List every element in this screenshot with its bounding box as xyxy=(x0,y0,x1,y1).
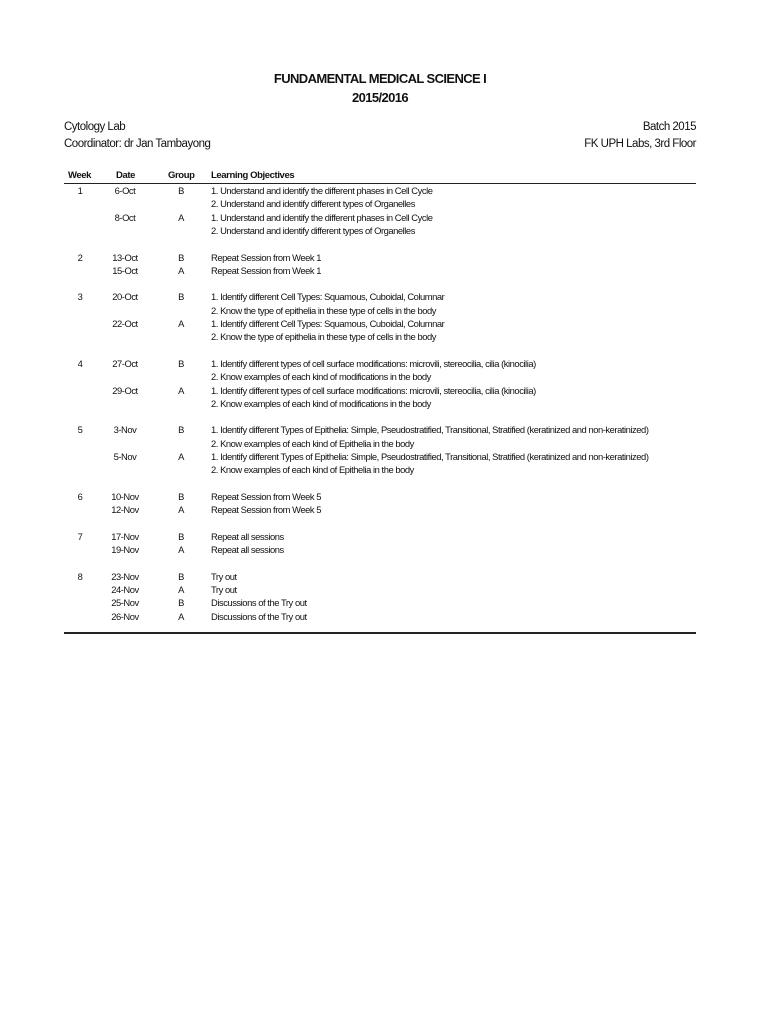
row-date: 3-Nov xyxy=(113,424,137,436)
row-group: A xyxy=(178,504,184,516)
row-week: 2 xyxy=(77,251,83,263)
row-group: A xyxy=(178,451,184,462)
row-date: 15-Oct xyxy=(112,264,138,276)
row-group: B xyxy=(178,291,184,303)
row-week: 4 xyxy=(77,357,83,369)
row-date: 5-Nov xyxy=(113,451,137,462)
row-date: 23-Nov xyxy=(111,570,139,582)
row-group: A xyxy=(178,584,184,595)
row-group: A xyxy=(178,544,184,556)
row-group: B xyxy=(178,570,184,582)
row-date: 27-Oct xyxy=(112,357,138,369)
row-objective: 1. Identify different Cell Types: Squamous, Cuboidal, Columnar xyxy=(211,291,445,303)
row-date: 12-Nov xyxy=(111,504,139,516)
row-objective: Try out xyxy=(211,570,237,582)
row-objective: 2. Know examples of each kind of Epithelia in the body xyxy=(211,464,414,476)
row-week: 5 xyxy=(77,424,83,436)
row-group: A xyxy=(178,264,184,276)
row-date: 6-Oct xyxy=(114,185,136,196)
row-objective: 2. Understand and identify different types of Organelles xyxy=(211,198,415,210)
row-objective: Repeat all sessions xyxy=(211,530,284,542)
row-group: B xyxy=(178,597,184,609)
row-date: 26-Nov xyxy=(111,610,139,622)
row-objective: 1. Identify different types of cell surface modifications: microvili, stereocilia, cilia (kinocilia) xyxy=(211,357,536,369)
row-date: 19-Nov xyxy=(111,544,139,556)
row-objective: 1. Identify different types of cell surface modifications: microvili, stereocilia, cilia (kinocilia) xyxy=(211,384,536,396)
row-objective: 2. Know examples of each kind of Epithelia in the body xyxy=(211,437,414,449)
row-objective: 1. Identify different Cell Types: Squamous, Cuboidal, Columnar xyxy=(211,318,445,329)
row-objective: 1. Identify different Types of Epithelia: Simple, Pseudostratified, Transitional, Stratified (keratinized and non-keratinized) xyxy=(211,451,649,462)
row-objective: 2. Know the type of epithelia in these type of cells in the body xyxy=(211,304,437,316)
row-date: 25-Nov xyxy=(111,597,139,609)
row-date: 22-Oct xyxy=(112,318,138,329)
row-objective: Repeat Session from Week 5 xyxy=(211,490,322,502)
document-year: 2015/2016 xyxy=(351,90,409,105)
row-objective: 2. Know the type of epithelia in these type of cells in the body xyxy=(211,331,437,343)
location: FK UPH Labs, 3rd Floor xyxy=(584,138,696,150)
row-group: B xyxy=(178,185,184,196)
batch: Batch 2015 xyxy=(642,121,696,133)
row-date: 24-Nov xyxy=(111,584,139,595)
row-date: 17-Nov xyxy=(111,530,139,542)
row-objective: 2. Know examples of each kind of modifications in the body xyxy=(211,397,431,409)
row-objective: Discussions of the Try out xyxy=(211,610,307,622)
row-group: A xyxy=(178,318,184,329)
row-group: A xyxy=(178,610,184,622)
row-week: 1 xyxy=(77,185,83,196)
row-objective: 2. Understand and identify different types of Organelles xyxy=(211,224,415,236)
row-date: 8-Oct xyxy=(114,211,136,223)
table-top-rule xyxy=(64,183,696,184)
row-group: B xyxy=(178,530,184,542)
column-header-date: Date xyxy=(116,170,135,181)
column-header-week: Week xyxy=(68,170,92,181)
column-header-learning-objectives: Learning Objectives xyxy=(211,170,295,181)
row-date: 20-Oct xyxy=(112,291,138,303)
row-week: 7 xyxy=(77,530,83,542)
column-header-group: Group xyxy=(168,170,195,181)
table-bottom-rule xyxy=(64,632,696,634)
row-group: A xyxy=(178,384,184,396)
row-group: A xyxy=(178,211,184,223)
row-objective: Repeat Session from Week 5 xyxy=(211,504,322,516)
row-week: 3 xyxy=(77,291,83,303)
row-week: 6 xyxy=(77,490,83,502)
row-objective: Repeat Session from Week 1 xyxy=(211,264,322,276)
row-objective: Repeat all sessions xyxy=(211,544,284,556)
row-date: 29-Oct xyxy=(112,384,138,396)
row-group: B xyxy=(178,490,184,502)
coordinator: Coordinator: dr Jan Tambayong xyxy=(64,138,211,150)
row-group: B xyxy=(178,424,184,436)
row-week: 8 xyxy=(77,570,83,582)
row-date: 13-Oct xyxy=(112,251,138,263)
row-objective: Discussions of the Try out xyxy=(211,597,307,609)
lab-name: Cytology Lab xyxy=(64,121,126,133)
row-objective: Repeat Session from Week 1 xyxy=(211,251,322,263)
document-title: FUNDAMENTAL MEDICAL SCIENCE I xyxy=(273,71,487,86)
row-objective: 2. Know examples of each kind of modifications in the body xyxy=(211,371,431,383)
row-objective: 1. Identify different Types of Epithelia: Simple, Pseudostratified, Transitional, Stratified (keratinized and non-keratinized) xyxy=(211,424,649,436)
row-objective: 1. Understand and identify the different phases in Cell Cycle xyxy=(211,185,433,196)
row-group: B xyxy=(178,357,184,369)
row-objective: 1. Understand and identify the different phases in Cell Cycle xyxy=(211,211,433,223)
row-group: B xyxy=(178,251,184,263)
row-date: 10-Nov xyxy=(111,490,139,502)
row-objective: Try out xyxy=(211,584,237,595)
